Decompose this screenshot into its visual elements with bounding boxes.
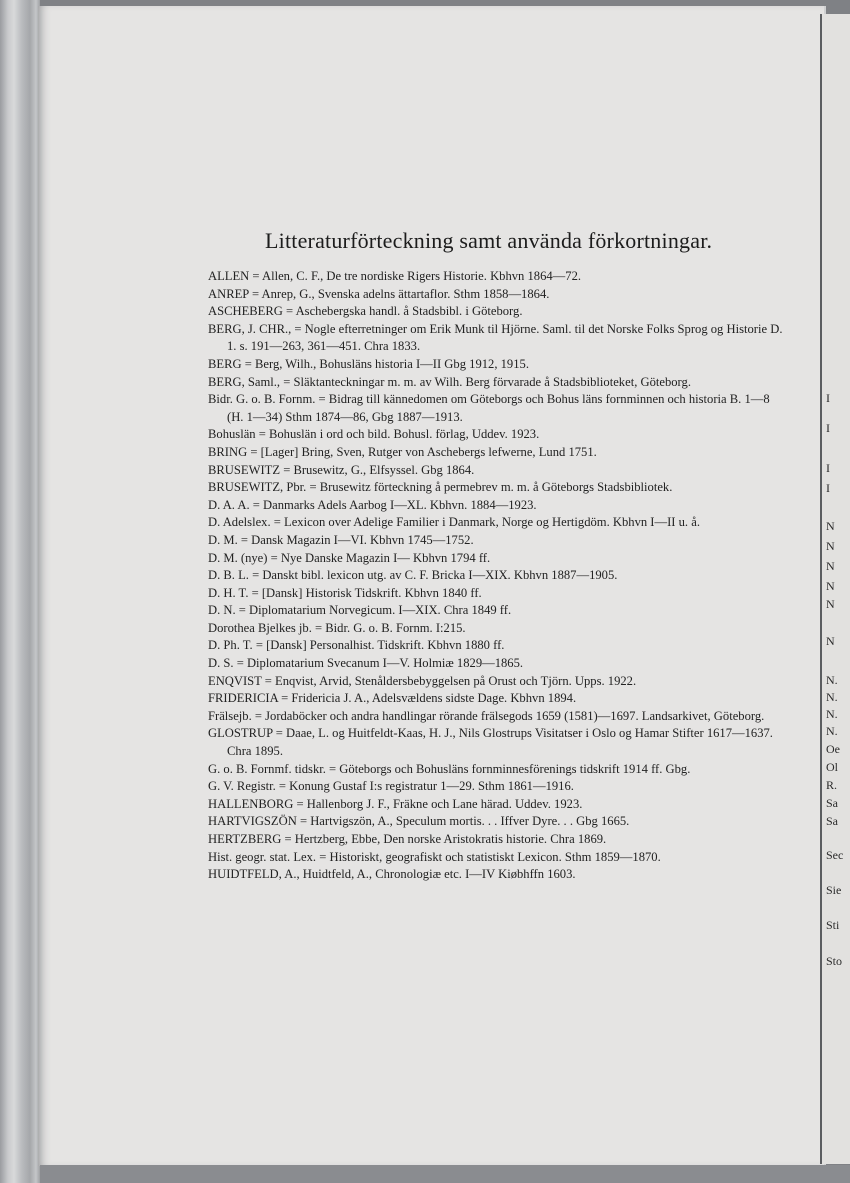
bibliography-entry: G. o. B. Fornmf. tidskr. = Göteborgs och Bohusläns fornminnesförenings tidskrift 1914 ff. Gbg. [208, 761, 691, 776]
bibliography-entry: D. B. L. = Danskt bibl. lexicon utg. av C. F. Bricka I—XIX. Kbhvn 1887—1905. [208, 568, 618, 583]
bibliography-entry: Bidr. G. o. B. Fornm. = Bidrag till kännedomen om Göteborgs och Bohus läns fornminnen och historia B. 1—8 (H. 1—34) Sthm 1874—86, Gbg 1887—1913. [208, 392, 770, 424]
bibliography-entry: ANREP = Anrep, G., Svenska adelns ättartaflor. Sthm 1858—1864. [208, 286, 550, 301]
edge-fragment: Sto [826, 954, 843, 968]
edge-fragment: N [826, 634, 835, 648]
bibliography-entry: HUIDTFELD, A., Huidtfeld, A., Chronologiæ etc. I—IV Kiøbhffn 1603. [208, 867, 576, 882]
edge-fragment: Sie [826, 883, 842, 897]
bibliography-entry: Frälsejb. = Jordaböcker och andra handlingar rörande frälsegods 1659 (1581)—1697. Landsarkivet, Göteborg. [208, 708, 765, 723]
edge-fragment: I [826, 461, 830, 475]
edge-fragment: Oe [826, 742, 840, 756]
bibliography-entry: D. N. = Diplomatarium Norvegicum. I—XIX. Chra 1849 ff. [208, 603, 512, 618]
bibliography-entry: G. V. Registr. = Konung Gustaf I:s registratur 1—29. Sthm 1861—1916. [208, 779, 574, 794]
bibliography-entry: D. Adelslex. = Lexicon over Adelige Familier i Danmark, Norge og Hertigdöm. Kbhvn I—II u. å. [208, 515, 700, 530]
edge-fragment: N [826, 539, 835, 553]
bibliography-entry: BRUSEWITZ = Brusewitz, G., Elfsyssel. Gbg 1864. [208, 462, 475, 477]
bibliography-entry: ALLEN = Allen, C. F., De tre nordiske Rigers Historie. Kbhvn 1864—72. [208, 269, 582, 283]
edge-fragment: Sec [826, 848, 844, 862]
page-shadow [40, 1165, 850, 1183]
bibliography-entry: HARTVIGSZÖN = Hartvigszön, A., Speculum mortis. . . Iffver Dyre. . . Gbg 1665. [208, 814, 630, 829]
edge-fragment: R. [826, 778, 838, 792]
edge-fragment: Sa [826, 814, 838, 828]
bibliography-entry: BERG, Saml., = Släktanteckningar m. m. av Wilh. Berg förvarade å Stadsbiblioteket, Göteborg. [208, 374, 691, 389]
edge-fragment: Sa [826, 796, 838, 810]
edge-fragment: I [826, 421, 830, 435]
next-page-edge [820, 14, 850, 1164]
bibliography-entry: D. A. A. = Danmarks Adels Aarbog I—XL. Kbhvn. 1884—1923. [208, 497, 537, 512]
bibliography-entry: D. M. (nye) = Nye Danske Magazin I— Kbhvn 1794 ff. [208, 550, 491, 565]
page-title [38, 228, 824, 254]
bibliography-entry: BRING = [Lager] Bring, Sven, Rutger von Aschebergs lefwerne, Lund 1751. [208, 444, 597, 459]
bibliography-entry: Dorothea Bjelkes jb. = Bidr. G. o. B. Fornm. I:215. [208, 620, 466, 635]
edge-fragment: N [826, 597, 835, 611]
bibliography-entry: HALLENBORG = Hallenborg J. F., Fräkne och Lane härad. Uddev. 1923. [208, 796, 583, 811]
bibliography-entry: BRUSEWITZ, Pbr. = Brusewitz förteckning å permebrev m. m. å Göteborgs Stadsbibliotek. [208, 480, 673, 495]
edge-fragment: Sti [826, 918, 840, 932]
bibliography-entry: D. H. T. = [Dansk] Historisk Tidskrift. Kbhvn 1840 ff. [208, 585, 482, 600]
book-binding [0, 0, 40, 1183]
bibliography-entry: BERG = Berg, Wilh., Bohusläns historia I—II Gbg 1912, 1915. [208, 356, 529, 371]
edge-fragment: I [826, 391, 830, 405]
bibliography-entry: FRIDERICIA = Fridericia J. A., Adelsvældens sidste Dage. Kbhvn 1894. [208, 691, 577, 706]
edge-fragment: Ol [826, 760, 838, 774]
edge-fragment: N [826, 579, 835, 593]
bibliography-entry: D. Ph. T. = [Dansk] Personalhist. Tidskrift. Kbhvn 1880 ff. [208, 638, 505, 653]
edge-fragment: N. [826, 707, 838, 721]
bibliography-entry: Bohuslän = Bohuslän i ord och bild. Bohusl. förlag, Uddev. 1923. [208, 427, 540, 442]
edge-fragment: N [826, 559, 835, 573]
bibliography-entry: GLOSTRUP = Daae, L. og Huitfeldt-Kaas, H. J., Nils Glostrups Visitatser i Oslo og Hamar Stifter 1617—1637. Chra 1895. [208, 726, 773, 759]
edge-fragment: N. [826, 690, 838, 704]
bibliography-entry: ENQVIST = Enqvist, Arvid, Stenåldersbebyggelsen på Orust och Tjörn. Upps. 1922. [208, 673, 637, 688]
bibliography-entry: ASCHEBERG = Aschebergska handl. å Stadsbibl. i Göteborg. [208, 304, 523, 319]
edge-fragment: N. [826, 673, 838, 687]
edge-fragment: I [826, 481, 830, 495]
bibliography-entry: D. M. = Dansk Magazin I—VI. Kbhvn 1745—1752. [208, 532, 474, 547]
bibliography-entry: D. S. = Diplomatarium Svecanum I—V. Holmiæ 1829—1865. [208, 656, 524, 671]
bibliography-list [208, 268, 788, 884]
bibliography-entry: Hist. geogr. stat. Lex. = Historiskt, geografiskt och statistiskt Lexicon. Sthm 1859—1870. [208, 849, 661, 864]
edge-fragment: N. [826, 724, 838, 738]
document-page [38, 6, 824, 1166]
bibliography-entry: BERG, J. CHR., = Nogle efterretninger om Erik Munk til Hjörne. Saml. til det Norske Folks Sprog og Historie D. 1. s. 191—263, 361—451. Chra 1833. [208, 321, 783, 354]
edge-fragment: N [826, 519, 835, 533]
page-title-text: Litteraturförteckning samt använda förkortningar. [265, 228, 713, 253]
bibliography-entry: HERTZBERG = Hertzberg, Ebbe, Den norske Aristokratis historie. Chra 1869. [208, 832, 607, 846]
